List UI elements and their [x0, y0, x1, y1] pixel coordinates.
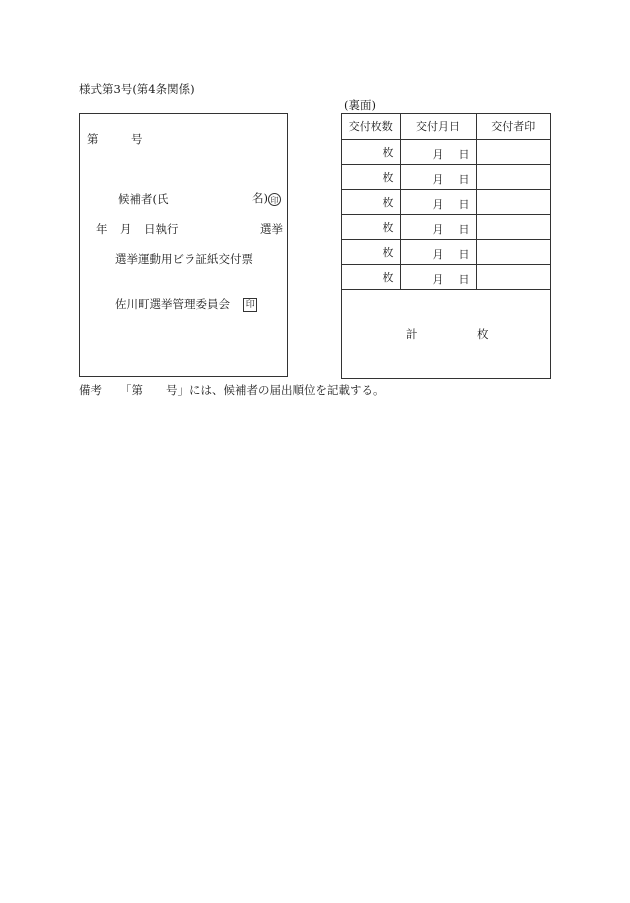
header-date: 交付月日	[400, 114, 476, 139]
row-day: 日	[458, 197, 470, 211]
candidate-label: 候補者(氏	[118, 192, 169, 206]
row-month: 月	[432, 197, 444, 211]
row-seal	[476, 164, 550, 189]
row-count: 枚	[342, 214, 400, 239]
row-day: 日	[458, 272, 470, 286]
table-row	[342, 264, 550, 289]
row-seal	[476, 264, 550, 289]
row-month: 月	[432, 272, 444, 286]
row-seal	[476, 214, 550, 239]
committee-name: 佐川町選挙管理委員会	[115, 297, 230, 311]
row-count: 枚	[342, 189, 400, 214]
committee-line	[115, 296, 257, 312]
row-date	[400, 164, 476, 189]
row-date	[400, 214, 476, 239]
row-month: 月	[432, 172, 444, 186]
number-prefix: 第	[87, 132, 99, 146]
table-row	[342, 164, 550, 189]
row-date	[400, 264, 476, 289]
header-issuer-seal: 交付者印	[476, 114, 550, 139]
row-date	[400, 139, 476, 164]
table-header-row	[342, 114, 550, 139]
back-side-label: (裏面)	[344, 98, 376, 112]
row-month: 月	[432, 247, 444, 261]
row-seal	[476, 239, 550, 264]
row-count: 枚	[342, 239, 400, 264]
back-side-table	[341, 113, 551, 379]
row-count: 枚	[342, 164, 400, 189]
row-day: 日	[458, 247, 470, 261]
candidate-name-suffix: 名)	[252, 191, 268, 205]
seal-circle-icon: 印	[268, 193, 281, 206]
row-date	[400, 239, 476, 264]
table-row	[342, 189, 550, 214]
table-row	[342, 239, 550, 264]
row-day: 日	[458, 222, 470, 236]
date-day-executed: 日執行	[144, 222, 179, 236]
seal-square-icon: 印	[243, 298, 257, 312]
row-seal	[476, 189, 550, 214]
table-row	[342, 214, 550, 239]
note-label: 備考	[79, 383, 102, 397]
number-suffix: 号	[131, 132, 143, 146]
total-unit: 枚	[477, 327, 489, 341]
date-year: 年	[96, 222, 108, 236]
ticket-title: 選挙運動用ビラ証紙交付票	[115, 252, 253, 266]
row-date	[400, 189, 476, 214]
row-day: 日	[458, 147, 470, 161]
row-seal	[476, 139, 550, 164]
note-text: 「第 号」には、候補者の届出順位を記載する。	[120, 383, 385, 397]
form-title: 様式第3号(第4条関係)	[79, 82, 195, 96]
row-count: 枚	[342, 264, 400, 289]
total-label: 計	[406, 327, 418, 341]
election-label: 選挙	[260, 222, 283, 236]
row-count: 枚	[342, 139, 400, 164]
table-row	[342, 139, 550, 164]
note	[79, 382, 385, 398]
row-month: 月	[432, 222, 444, 236]
row-month: 月	[432, 147, 444, 161]
candidate-name-field	[252, 190, 281, 206]
date-month: 月	[120, 222, 132, 236]
header-count: 交付枚数	[342, 114, 400, 139]
row-day: 日	[458, 172, 470, 186]
front-card	[79, 113, 288, 377]
